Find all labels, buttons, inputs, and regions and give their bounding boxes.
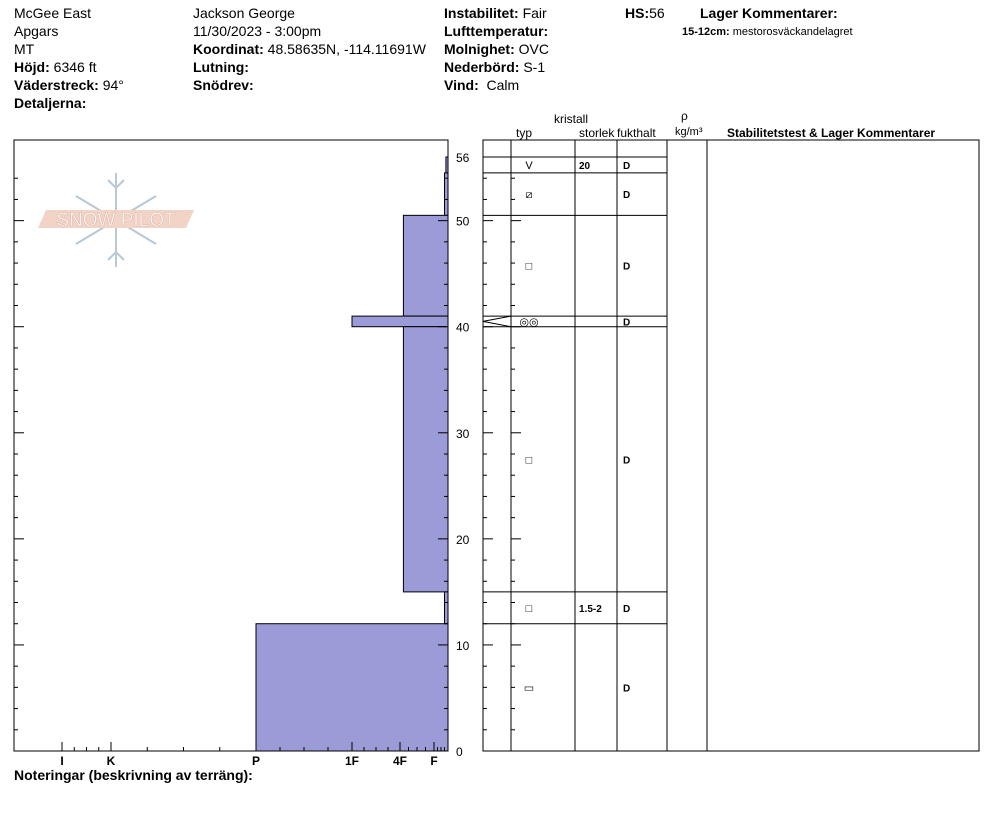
sky-value: OVC [518, 41, 549, 57]
hardness-tick-label: I [60, 754, 64, 768]
table-frame [483, 140, 979, 751]
crystal-type-symbol: V [525, 159, 533, 172]
moisture-value: D [623, 455, 631, 467]
crystal-size-value: 1.5-2 [579, 603, 602, 615]
sky-label: Molnighet: [444, 41, 515, 57]
elevation-label: Höjd: [14, 59, 50, 75]
wind-label: Vind: [444, 77, 479, 93]
depth-tick-label: 10 [456, 638, 470, 653]
stability-value: Fair [522, 5, 547, 21]
layer-connector-line [483, 321, 511, 326]
moisture-value: D [623, 190, 631, 202]
stability-header: Stabilitetstest & Lager Kommentarer [727, 126, 936, 140]
layer-comment-text: mestorosväckandelagret [732, 26, 853, 38]
stability-label: Instabilitet: [444, 5, 519, 21]
depth-tick-label: 20 [456, 532, 470, 547]
moisture-value: D [623, 160, 631, 172]
layer-connector-line [483, 316, 511, 321]
crystal-header: kristall [554, 112, 589, 126]
depth-tick-label: 50 [456, 214, 470, 229]
crystal-type-symbol: □ [525, 602, 533, 615]
moisture-value: D [623, 317, 631, 329]
wind-loading-label: Snödrev: [193, 77, 254, 93]
moisture-value: D [623, 603, 631, 615]
observer-name: Jackson George [193, 5, 295, 21]
location-name: McGee East [14, 5, 92, 21]
wind-value: Calm [486, 77, 520, 93]
slope-label: Lutning: [193, 59, 249, 75]
elevation-value: 6346 ft [53, 59, 97, 75]
rho-header: ρ [681, 109, 688, 123]
hardness-tick-label: P [251, 754, 261, 768]
size-header: storlek [579, 126, 615, 140]
logo-text: SNOW PILOT [56, 210, 176, 231]
layer-comments-label: Lager Kommentarer: [700, 5, 838, 21]
hardness-tick-label: 4F [392, 754, 408, 768]
precip-value: S-1 [523, 59, 546, 75]
crystal-type-symbol: □ [525, 454, 533, 467]
moisture-value: D [623, 261, 631, 273]
aspect-value: 94° [102, 77, 124, 93]
moisture-value: D [623, 683, 631, 695]
crystal-type-symbol: □ [525, 260, 533, 273]
moisture-header: fukthalt [617, 126, 656, 140]
coord-label: Koordinat: [193, 41, 264, 57]
coord-value: 48.58635N, -114.11691W [267, 41, 426, 57]
density-header: kg/m³ [675, 126, 703, 138]
details-label: Detaljerna: [14, 95, 87, 111]
precip-label: Nederbörd: [444, 59, 520, 75]
notes-label: Noteringar (beskrivning av terräng): [14, 767, 253, 783]
hardness-tick-label: K [106, 754, 116, 768]
area-name: Apgars [14, 23, 59, 39]
air-temp-label: Lufttemperatur: [444, 23, 549, 39]
state-name: MT [14, 41, 35, 57]
crystal-size-value: 20 [579, 160, 591, 172]
layer-comment-depth: 15-12cm: [682, 26, 730, 38]
crystal-type-symbol: ▭ [523, 682, 535, 695]
depth-tick-label: 0 [456, 745, 463, 759]
type-header: typ [516, 126, 533, 140]
observation-datetime: 11/30/2023 - 3:00pm [193, 23, 322, 39]
hardness-tick-label: F [430, 754, 438, 768]
aspect-label: Väderstreck: [14, 77, 99, 93]
hs-value: 56 [649, 5, 665, 21]
hardness-tick-label: 1F [344, 754, 360, 768]
depth-tick-label: 30 [456, 426, 470, 441]
depth-tick-label: 40 [456, 320, 470, 335]
hs-label: HS: [625, 5, 650, 21]
depth-tick-label: 56 [456, 151, 470, 165]
crystal-type-symbol: ◎◎ [519, 316, 539, 329]
crystal-type-symbol: ⧄ [525, 189, 533, 202]
